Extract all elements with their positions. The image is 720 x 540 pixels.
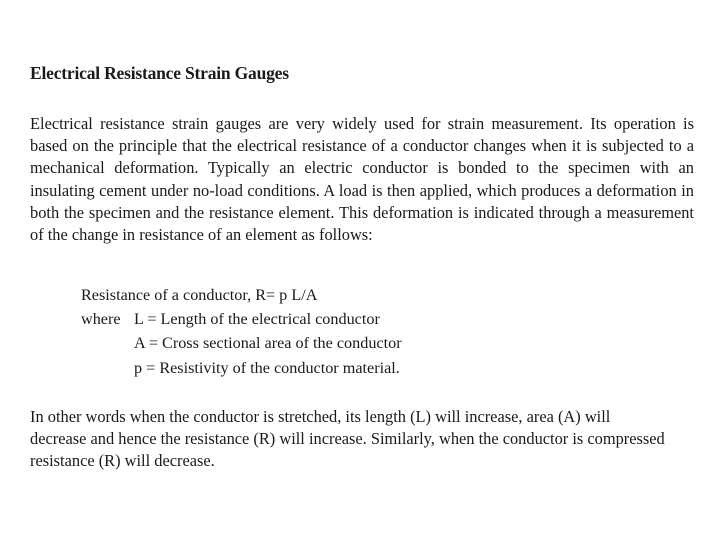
formula-block [81,283,402,380]
document-title: Electrical Resistance Strain Gauges [30,63,289,83]
formula-line: Resistance of a conductor, R= p L/A [81,286,318,304]
definition-row-l [81,307,402,331]
definition-a: A = Cross sectional area of the conductor [134,334,402,353]
definition-row-p [81,356,402,380]
definition-l: L = Length of the electrical conductor [134,310,380,329]
where-label: where [81,310,121,329]
definition-row-a [81,331,402,355]
conclusion-paragraph: In other words when the conductor is stretched, its length (L) will increase, area (A) will decrease and hence the resistance (R) will increase. Similarly, when the conductor is compressed resistance (R) will decrease. [30,407,665,471]
definition-p: p = Resistivity of the conductor material. [134,358,400,377]
intro-paragraph: Electrical resistance strain gauges are very widely used for strain measurement. Its operation is based on the principle that the electrical resistance of a conductor changes when it is subjected to a mechanical deformation. Typically an electric conductor is bonded to the specimen with an insulating cement under no-load conditions. A load is then applied, which produces a deformation in both the specimen and the resistance element. This deformation is indicated through a measurement of the change in resistance of an element as follows: [30,114,694,245]
